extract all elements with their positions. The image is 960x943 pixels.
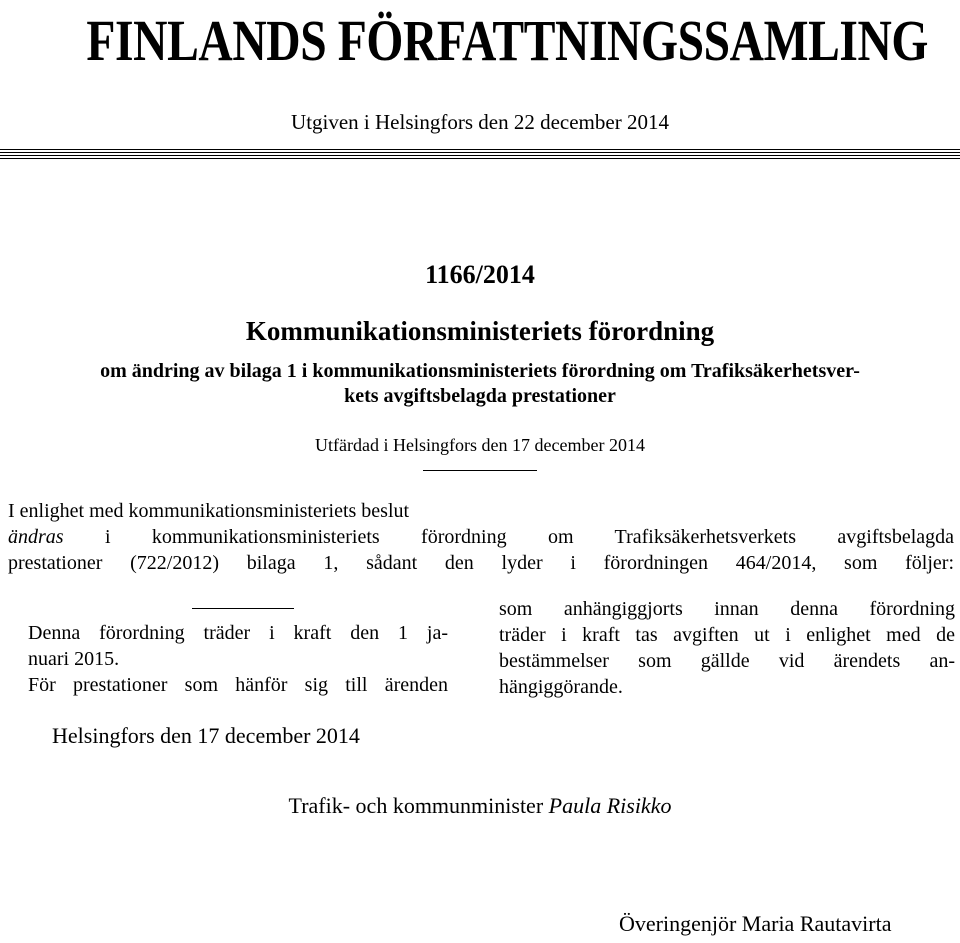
signature-official: Överingenjör Maria Rautavirta (619, 911, 892, 936)
rule-line (0, 158, 960, 159)
preamble (8, 498, 954, 576)
preamble-italic: ändras (8, 526, 64, 548)
statute-subtitle (0, 359, 960, 409)
subtitle-line: om ändring av bilaga 1 i kommunikationsministeriets förordning om Trafiksäkerhetsver- (100, 360, 860, 382)
statute-type: Kommunikationsministeriets förordning (245, 316, 715, 346)
body-column-right (499, 596, 955, 700)
body-line: nuari 2015. (28, 648, 120, 670)
subtitle-line: kets avgiftsbelagda prestationer (344, 385, 616, 407)
rule-line (0, 152, 960, 153)
body-line: träder i kraft tas avgiften ut i enlighet med de (499, 624, 955, 646)
statute-number: 1166/2014 (425, 260, 535, 289)
body-line: bestämmelser som gällde vid ärendets an- (499, 650, 955, 672)
masthead-rules (0, 149, 960, 161)
rule-line (0, 155, 960, 156)
body-column-left (28, 620, 448, 698)
preamble-line: I enlighet med kommunikationsministeriets beslut (8, 500, 410, 522)
issued-date: Utfärdad i Helsingfors den 17 december 2014 (315, 435, 645, 455)
preamble-line: prestationer (722/2012) bilaga 1, sådant den lyder i förordningen 464/2014, som följer: (8, 552, 954, 574)
preamble-line (8, 524, 954, 550)
minister-title: Trafik- och kommunminister (288, 793, 544, 818)
body-line: som anhängiggjorts innan denna förordning (499, 598, 955, 620)
signature-place-date: Helsingfors den 17 december 2014 (52, 723, 360, 748)
body-line: hängiggörande. (499, 676, 623, 698)
rule-line (0, 149, 960, 150)
body-line: Denna förordning träder i kraft den 1 ja- (28, 622, 448, 644)
body-line: För prestationer som hänför sig till ärenden (28, 674, 448, 696)
signature-minister (0, 792, 960, 820)
minister-name: Paula Risikko (548, 793, 672, 818)
masthead-title: FINLANDS FÖRFATTNINGSSAMLING (86, 8, 929, 73)
divider (423, 470, 537, 471)
divider (192, 608, 294, 609)
issue-date: Utgiven i Helsingfors den 22 december 2014 (291, 110, 669, 134)
preamble-text: i kommunikationsministeriets förordning om Trafiksäkerhetsverkets avgiftsbelagda (63, 526, 954, 548)
